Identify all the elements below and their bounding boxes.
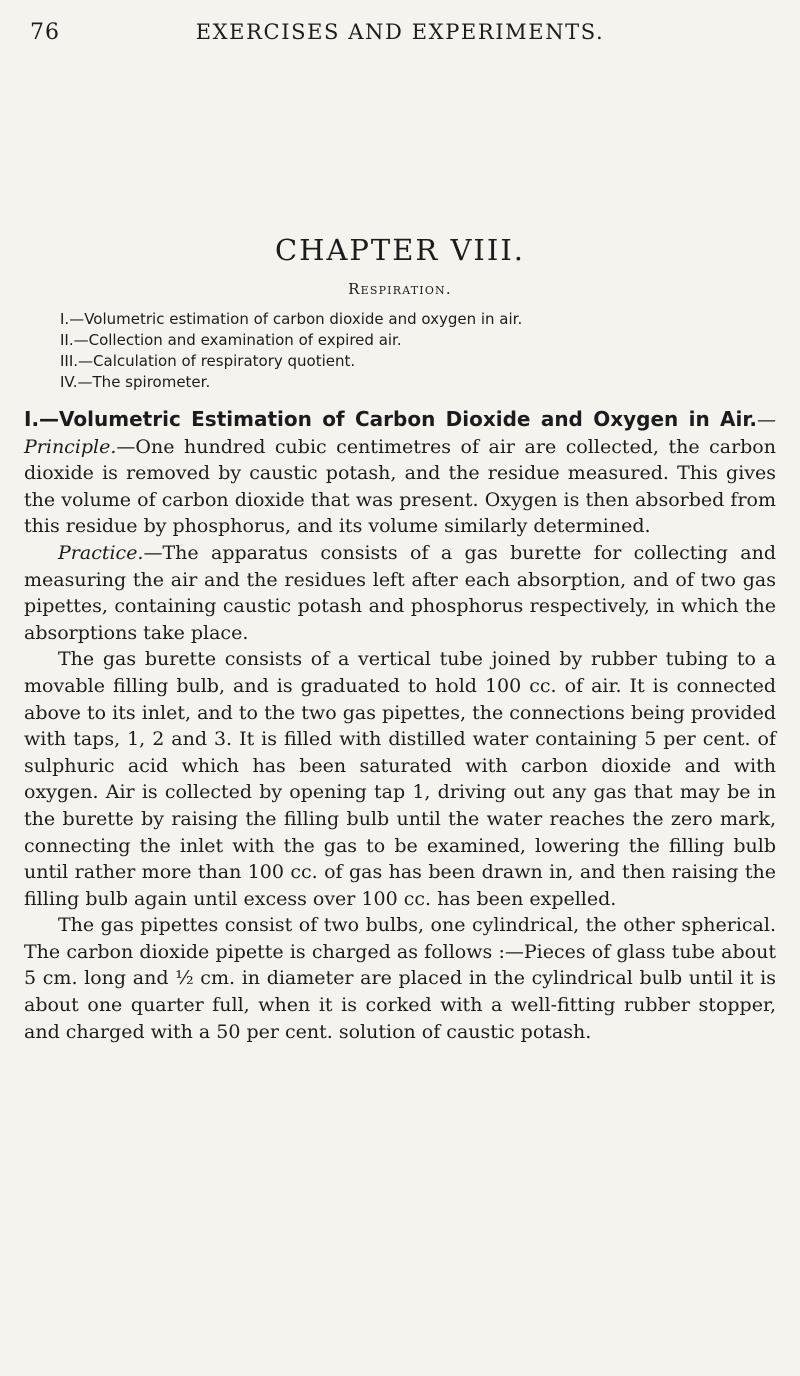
- chapter-title: CHAPTER VIII.: [274, 233, 526, 267]
- chapter-subtitle: Respiration.: [348, 280, 452, 298]
- practice-label: Practice.: [58, 541, 144, 564]
- practice-paragraph: [24, 540, 776, 646]
- burette-paragraph: The gas burette consists of a vertical tube joined by rubber tubing to a movable filling bulb, and is graduated to hold 100 cc. of air. It is connected above to its inlet, and to the two gas pipettes, the connections being provided with taps, 1, 2 and 3. It is filled with distilled water containing 5 per cent. of sulphuric acid which has been saturated with carbon dioxide and with oxygen. Air is collected by opening tap 1, driving out any gas that may be in the burette by raising the filling bulb until the water reaches the zero mark, connecting the inlet with the gas to be examined, lowering the filling bulb until rather more than 100 cc. of gas has been drawn in, and then raising the filling bulb again until excess over 100 cc. has been expelled.: [24, 648, 776, 910]
- section-heading: I.—Volumetric Estimation of Carbon Dioxide and Oxygen in Air.: [24, 407, 757, 431]
- page-header: [30, 20, 770, 50]
- section-body: [24, 406, 776, 1045]
- practice-text: —The apparatus consists of a gas burette for collecting and measuring the air and the residues left after each absorption, and of two gas pipettes, containing caustic potash and phosphorus respectively, in which the absorptions take place.: [24, 541, 776, 644]
- principle-paragraph: [24, 406, 776, 540]
- contents-item: II.—Collection and examination of expired air.: [60, 331, 402, 349]
- pipettes-paragraph: The gas pipettes consist of two bulbs, one cylindrical, the other spherical. The carbon dioxide pipette is charged as follows :—Pieces of glass tube about 5 cm. long and ½ cm. in diameter are placed in the cylindrical bulb until it is about one quarter full, when it is corked with a well-fitting rubber stopper, and charged with a 50 per cent. solution of caustic potash.: [24, 914, 776, 1043]
- page-number: 76: [30, 20, 60, 45]
- running-head: EXERCISES AND EXPERIMENTS.: [195, 20, 605, 44]
- principle-label: —Principle.: [24, 409, 776, 458]
- contents-item: III.—Calculation of respiratory quotient.: [60, 352, 356, 370]
- contents-item: IV.—The spirometer.: [60, 373, 211, 391]
- contents-item: I.—Volumetric estimation of carbon dioxide and oxygen in air.: [60, 310, 523, 328]
- chapter-contents-list: [60, 309, 740, 393]
- principle-text: —One hundred cubic centimetres of air are collected, the carbon dioxide is removed by caustic potash, and the residue measured. This gives the volume of carbon dioxide that was present. Oxygen is then absorbed from this residue by phosphorus, and its volume similarly determined.: [24, 435, 776, 538]
